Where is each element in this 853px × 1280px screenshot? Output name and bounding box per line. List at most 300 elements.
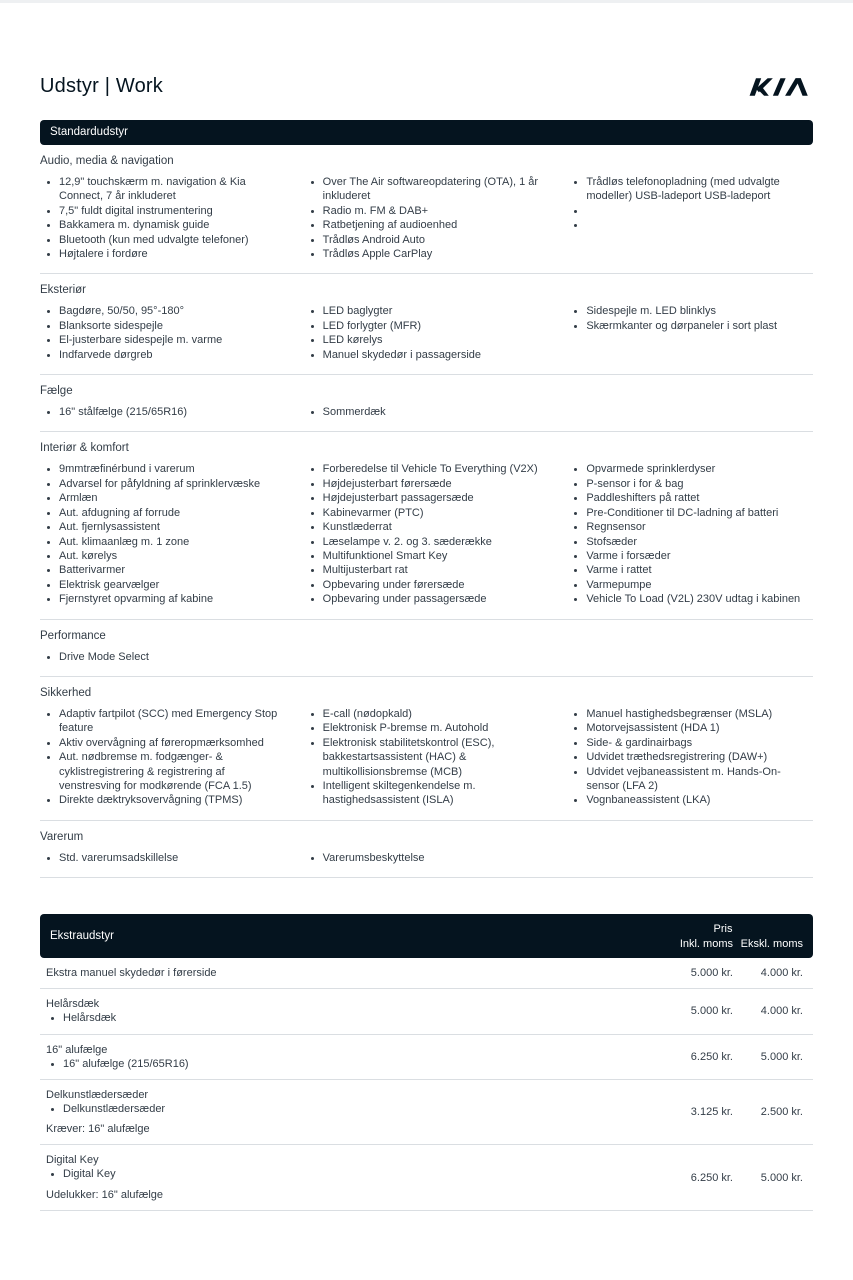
bullet-icon xyxy=(311,512,314,515)
feature-text: Direkte dæktryksovervågning (TPMS) xyxy=(59,794,243,807)
feature-item xyxy=(40,218,286,232)
feature-item xyxy=(567,750,813,764)
spec-section xyxy=(40,821,813,878)
feature-text: Paddleshifters på rattet xyxy=(586,492,700,505)
kia-logo-icon xyxy=(749,77,813,97)
feature-item xyxy=(40,535,286,549)
feature-list xyxy=(304,175,550,261)
bullet-icon xyxy=(574,512,577,515)
feature-item xyxy=(304,535,550,549)
feature-item xyxy=(567,477,813,491)
price-excl: 2.500 kr. xyxy=(760,1106,803,1119)
page-header xyxy=(40,3,813,98)
feature-item xyxy=(40,304,286,318)
feature-list xyxy=(304,462,550,606)
feature-item xyxy=(567,721,813,735)
feature-item xyxy=(46,1011,643,1025)
price-col-excl-label: Ekskl. moms xyxy=(740,937,803,950)
bullet-icon xyxy=(574,799,577,802)
spec-section xyxy=(40,677,813,821)
bullet-icon xyxy=(47,354,50,357)
section-columns xyxy=(40,851,813,865)
price-incl: 6.250 kr. xyxy=(690,1171,733,1184)
bullet-icon xyxy=(47,468,50,471)
feature-item xyxy=(304,204,550,218)
bullet-icon xyxy=(311,497,314,500)
section-columns xyxy=(40,304,813,362)
feature-item xyxy=(304,491,550,505)
bullet-icon xyxy=(311,339,314,342)
spec-section xyxy=(40,620,813,677)
bullet-icon xyxy=(47,181,50,184)
feature-item xyxy=(304,736,550,779)
feature-list xyxy=(567,304,813,362)
extras-header-bar xyxy=(40,914,813,958)
feature-item xyxy=(304,462,550,476)
feature-text: Elektronisk P-bremse m. Autohold xyxy=(322,722,489,735)
section-title: Performance xyxy=(40,629,106,642)
feature-item xyxy=(304,592,550,606)
feature-item xyxy=(40,549,286,563)
extras-header-label: Ekstraudstyr xyxy=(50,930,114,943)
extra-title: Delkunstlædersæder xyxy=(46,1089,149,1101)
feature-item xyxy=(567,793,813,807)
section-title: Interiør & komfort xyxy=(40,442,129,455)
feature-list xyxy=(304,650,550,664)
extra-title: Helårsdæk xyxy=(46,998,100,1011)
bullet-icon xyxy=(574,224,577,227)
bullet-icon xyxy=(311,526,314,529)
feature-item xyxy=(46,1057,643,1071)
bullet-icon xyxy=(574,325,577,328)
feature-list xyxy=(40,405,286,419)
feature-text: Intelligent skiltegenkendelse m. hastighedsassistent (ISLA) xyxy=(322,779,476,807)
feature-item xyxy=(304,333,550,347)
feature-text: Radio m. FM & DAB+ xyxy=(322,204,429,217)
extras-table xyxy=(40,914,813,1211)
bullet-icon xyxy=(47,656,50,659)
bullet-icon xyxy=(574,483,577,486)
feature-item xyxy=(46,1167,643,1181)
bullet-icon xyxy=(47,325,50,328)
feature-text: 9mmtræfinérbund i varerum xyxy=(59,463,195,476)
feature-item xyxy=(567,563,813,577)
feature-text: Multijusterbart rat xyxy=(322,564,408,577)
feature-text: Aut. klimaanlæg m. 1 zone xyxy=(59,535,190,548)
bullet-icon xyxy=(311,584,314,587)
bullet-icon xyxy=(311,310,314,313)
bullet-icon xyxy=(47,569,50,572)
feature-item xyxy=(40,520,286,534)
feature-text: Bluetooth (kun med udvalgte telefoner) xyxy=(59,233,249,246)
spec-section xyxy=(40,432,813,619)
bullet-icon xyxy=(47,742,50,745)
feature-item xyxy=(46,1102,643,1116)
feature-text: Elektronisk stabilitetskontrol (ESC), bakkestartsassistent (HAC) & multikollisionsbremse (MCB) xyxy=(322,736,495,778)
feature-item xyxy=(40,462,286,476)
feature-item xyxy=(40,491,286,505)
feature-text: Blanksorte sidespejle xyxy=(59,319,163,332)
extras-rows xyxy=(40,958,813,1211)
feature-list xyxy=(40,707,286,808)
section-title: Sikkerhed xyxy=(40,686,92,699)
price-incl: 3.125 kr. xyxy=(690,1106,733,1119)
standard-header-label: Standardudstyr xyxy=(50,126,128,138)
feature-list xyxy=(304,851,550,865)
feature-item xyxy=(304,707,550,721)
spec-section xyxy=(40,375,813,432)
bullet-icon xyxy=(47,555,50,558)
section-columns xyxy=(40,175,813,261)
bullet-icon xyxy=(311,181,314,184)
feature-item xyxy=(40,319,286,333)
bullet-icon xyxy=(47,310,50,313)
price-excl: 4.000 kr. xyxy=(760,967,803,980)
feature-text: Indfarvede dørgreb xyxy=(59,348,153,361)
bullet-icon xyxy=(51,1108,54,1111)
feature-list xyxy=(40,175,286,261)
extra-note: Udelukker: 16" alufælge xyxy=(46,1188,164,1201)
bullet-icon xyxy=(47,857,50,860)
bullet-icon xyxy=(311,598,314,601)
feature-text: LED forlygter (MFR) xyxy=(322,319,422,332)
feature-text: Advarsel for påfyldning af sprinklervæske xyxy=(59,477,261,490)
section-title: Audio, media & navigation xyxy=(40,155,174,167)
feature-text: Læselampe v. 2. og 3. sæderække xyxy=(322,535,492,548)
feature-item xyxy=(567,707,813,721)
feature-text: Kabinevarmer (PTC) xyxy=(322,506,424,519)
feature-item xyxy=(304,506,550,520)
feature-text: Sidespejle m. LED blinklys xyxy=(586,305,716,318)
feature-text: Std. varerumsadskillelse xyxy=(59,851,179,864)
feature-item xyxy=(567,491,813,505)
extra-row xyxy=(40,989,813,1034)
bullet-icon xyxy=(47,239,50,242)
feature-item xyxy=(304,233,550,247)
feature-item xyxy=(567,506,813,520)
extra-row xyxy=(40,1035,813,1080)
feature-item xyxy=(567,535,813,549)
feature-list xyxy=(40,650,286,664)
bullet-icon xyxy=(574,598,577,601)
section-columns xyxy=(40,405,813,419)
feature-item xyxy=(304,348,550,362)
feature-text: Regnsensor xyxy=(586,521,646,534)
feature-text: Varme i forsæder xyxy=(586,549,671,562)
feature-text: Batterivarmer xyxy=(59,564,126,577)
feature-item xyxy=(40,348,286,362)
feature-item xyxy=(304,549,550,563)
bullet-icon xyxy=(311,411,314,414)
bullet-icon xyxy=(574,526,577,529)
feature-text: Aut. nødbremse m. fodgænger- & cyklistregistrering & registrering af venstresving for modkørende (FCA 1.5) xyxy=(59,751,252,792)
feature-text: Aut. fjernlysassistent xyxy=(59,521,160,534)
bullet-icon xyxy=(47,483,50,486)
bullet-icon xyxy=(574,584,577,587)
feature-item xyxy=(40,477,286,491)
feature-item xyxy=(567,765,813,794)
feature-item xyxy=(567,204,813,218)
bullet-icon xyxy=(47,541,50,544)
feature-item xyxy=(40,736,286,750)
bullet-icon xyxy=(311,555,314,558)
feature-text: Opbevaring under førersæde xyxy=(322,578,465,591)
feature-item xyxy=(304,247,550,261)
bullet-icon xyxy=(311,742,314,745)
feature-item xyxy=(567,736,813,750)
price-header xyxy=(643,923,803,950)
standard-sections xyxy=(40,145,813,878)
section-columns xyxy=(40,462,813,606)
bullet-icon xyxy=(47,799,50,802)
feature-item xyxy=(40,750,286,793)
price-label: Pris xyxy=(713,922,733,935)
feature-item xyxy=(40,506,286,520)
feature-list xyxy=(40,851,286,865)
feature-text: Trådløs Android Auto xyxy=(322,233,425,246)
bullet-icon xyxy=(311,354,314,357)
bullet-icon xyxy=(47,210,50,213)
bullet-icon xyxy=(47,411,50,414)
feature-item xyxy=(567,319,813,333)
feature-item xyxy=(567,304,813,318)
bullet-icon xyxy=(311,713,314,716)
bullet-icon xyxy=(574,181,577,184)
price-incl: 5.000 kr. xyxy=(690,967,733,980)
feature-text: P-sensor i for & bag xyxy=(586,477,684,490)
extra-items xyxy=(46,1011,643,1025)
price-excl: 5.000 kr. xyxy=(760,1050,803,1063)
feature-item xyxy=(304,520,550,534)
feature-item xyxy=(304,304,550,318)
feature-item xyxy=(567,520,813,534)
bullet-icon xyxy=(47,224,50,227)
feature-item xyxy=(304,779,550,808)
bullet-icon xyxy=(311,253,314,256)
extra-items xyxy=(46,1057,643,1071)
feature-text: Aut. kørelys xyxy=(59,549,118,562)
price-incl: 5.000 kr. xyxy=(690,1005,733,1018)
bullet-icon xyxy=(47,253,50,256)
feature-list xyxy=(40,304,286,362)
price-col-incl-label: Inkl. moms xyxy=(679,937,733,950)
extra-main xyxy=(46,1153,643,1201)
feature-item xyxy=(567,175,813,204)
price-incl: 6.250 kr. xyxy=(690,1050,733,1063)
feature-item xyxy=(304,563,550,577)
bullet-icon xyxy=(574,771,577,774)
page xyxy=(0,3,853,1211)
feature-text: Vognbaneassistent (LKA) xyxy=(586,794,711,807)
bullet-icon xyxy=(47,497,50,500)
bullet-icon xyxy=(574,468,577,471)
feature-list xyxy=(567,175,813,261)
feature-item xyxy=(40,333,286,347)
spec-section xyxy=(40,145,813,274)
bullet-icon xyxy=(47,713,50,716)
section-columns xyxy=(40,650,813,664)
bullet-icon xyxy=(311,569,314,572)
bullet-icon xyxy=(574,713,577,716)
feature-item xyxy=(304,319,550,333)
extra-row xyxy=(40,1145,813,1210)
feature-text: Varme i rattet xyxy=(586,564,652,577)
spec-section xyxy=(40,274,813,375)
feature-item xyxy=(40,563,286,577)
feature-text xyxy=(586,218,813,232)
extra-items xyxy=(46,1167,643,1181)
feature-item xyxy=(567,578,813,592)
bullet-icon xyxy=(311,224,314,227)
bullet-icon xyxy=(574,742,577,745)
section-title: Eksteriør xyxy=(40,284,86,297)
feature-text: Udvidet træthedsregistrering (DAW+) xyxy=(586,751,768,764)
feature-list xyxy=(567,851,813,865)
extra-main xyxy=(46,997,643,1025)
section-columns xyxy=(40,707,813,808)
feature-text: Manuel skydedør i passagerside xyxy=(322,348,482,361)
feature-text: Højdejusterbart førersæde xyxy=(322,477,452,490)
extra-title: 16" alufælge xyxy=(46,1043,108,1056)
bullet-icon xyxy=(311,239,314,242)
feature-item xyxy=(40,233,286,247)
feature-item xyxy=(304,218,550,232)
bullet-icon xyxy=(574,310,577,313)
feature-item xyxy=(40,793,286,807)
standard-header-bar xyxy=(40,120,813,145)
feature-list xyxy=(40,462,286,606)
page-title: Udstyr | Work xyxy=(40,75,163,97)
bullet-icon xyxy=(574,210,577,213)
feature-text: Digital Key xyxy=(63,1168,116,1181)
feature-list xyxy=(304,707,550,808)
price-excl: 5.000 kr. xyxy=(760,1171,803,1184)
feature-text: Adaptiv fartpilot (SCC) med Emergency Stop feature xyxy=(59,707,278,735)
price-excl: 4.000 kr. xyxy=(760,1005,803,1018)
bullet-icon xyxy=(574,756,577,759)
bullet-icon xyxy=(311,541,314,544)
feature-item xyxy=(304,578,550,592)
feature-text: Skærmkanter og dørpaneler i sort plast xyxy=(586,319,778,332)
feature-text: Trådløs telefonopladning (med udvalgte modeller) USB-ladeport USB-ladeport xyxy=(586,176,780,203)
bullet-icon xyxy=(47,526,50,529)
feature-text: Ratbetjening af audioenhed xyxy=(322,219,458,232)
feature-text: Aktiv overvågning af føreropmærksomhed xyxy=(59,736,264,749)
feature-list xyxy=(567,405,813,419)
section-title: Varerum xyxy=(40,830,84,843)
feature-item xyxy=(304,405,550,419)
extra-row xyxy=(40,958,813,989)
feature-item xyxy=(40,851,286,865)
bullet-icon xyxy=(311,483,314,486)
bullet-icon xyxy=(47,598,50,601)
bullet-icon xyxy=(47,512,50,515)
feature-item xyxy=(304,175,550,204)
bullet-icon xyxy=(311,468,314,471)
bullet-icon xyxy=(574,541,577,544)
feature-item xyxy=(567,462,813,476)
feature-text: Sommerdæk xyxy=(322,406,386,419)
feature-text: Drive Mode Select xyxy=(59,650,149,663)
bullet-icon xyxy=(51,1063,54,1066)
feature-text: 16" alufælge (215/65R16) xyxy=(63,1057,189,1070)
feature-text: Aut. afdugning af forrude xyxy=(59,506,181,519)
feature-text: Manuel hastighedsbegrænser (MSLA) xyxy=(586,707,773,720)
feature-text: Multifunktionel Smart Key xyxy=(322,549,448,562)
bullet-icon xyxy=(311,210,314,213)
bullet-icon xyxy=(311,785,314,788)
feature-text: LED kørelys xyxy=(322,334,383,347)
extra-title: Ekstra manuel skydedør i førerside xyxy=(46,967,217,980)
feature-text: 7,5" fuldt digital instrumentering xyxy=(59,204,213,217)
feature-item xyxy=(40,592,286,606)
feature-text: Kunstlæderrat xyxy=(322,521,392,534)
feature-list xyxy=(304,304,550,362)
feature-text: Vehicle To Load (V2L) 230V udtag i kabinen xyxy=(586,593,801,606)
feature-text: El-justerbare sidespejle m. varme xyxy=(59,334,223,347)
feature-text: Fjernstyret opvarming af kabine xyxy=(59,593,214,606)
bullet-icon xyxy=(574,569,577,572)
extra-note: Kræver: 16" alufælge xyxy=(46,1123,150,1136)
extra-main xyxy=(46,1088,643,1136)
feature-item xyxy=(567,218,813,232)
feature-item xyxy=(40,707,286,736)
feature-text: 12,9" touchskærm m. navigation & Kia Connect, 7 år inkluderet xyxy=(59,176,246,203)
extra-main xyxy=(46,966,643,980)
feature-text: E-call (nødopkald) xyxy=(322,707,412,720)
feature-text: Varerumsbeskyttelse xyxy=(322,851,425,864)
feature-item xyxy=(304,477,550,491)
feature-text: Trådløs Apple CarPlay xyxy=(322,248,433,261)
feature-list xyxy=(304,405,550,419)
feature-item xyxy=(40,175,286,204)
bullet-icon xyxy=(47,339,50,342)
feature-text: Bakkamera m. dynamisk guide xyxy=(59,219,210,232)
feature-text: Armlæn xyxy=(59,492,98,505)
feature-text: Opvarmede sprinklerdyser xyxy=(586,463,716,476)
feature-item xyxy=(40,204,286,218)
bullet-icon xyxy=(311,857,314,860)
feature-text: Forberedelse til Vehicle To Everything (V2X) xyxy=(322,463,538,476)
feature-item xyxy=(40,405,286,419)
feature-list xyxy=(567,650,813,664)
feature-text: 16" stålfælge (215/65R16) xyxy=(59,406,188,419)
feature-text: Elektrisk gearvælger xyxy=(59,578,160,591)
bullet-icon xyxy=(51,1017,54,1020)
extra-row xyxy=(40,1080,813,1145)
feature-text: Helårsdæk xyxy=(63,1012,117,1025)
feature-text xyxy=(586,204,813,218)
feature-text: Højtalere i fordøre xyxy=(59,248,148,261)
feature-text: Delkunstlædersæder xyxy=(63,1103,166,1115)
bullet-icon xyxy=(574,727,577,730)
feature-item xyxy=(567,549,813,563)
feature-text: Pre-Conditioner til DC-ladning af batteri xyxy=(586,506,779,519)
feature-text: Over The Air softwareopdatering (OTA), 1 år inkluderet xyxy=(322,176,539,203)
feature-text: Side- & gardinairbags xyxy=(586,736,693,749)
feature-text: Bagdøre, 50/50, 95°-180° xyxy=(59,305,184,318)
bullet-icon xyxy=(311,727,314,730)
extra-title: Digital Key xyxy=(46,1154,99,1167)
feature-text: Opbevaring under passagersæde xyxy=(322,593,487,606)
feature-item xyxy=(567,592,813,606)
extra-main xyxy=(46,1043,643,1071)
feature-text: Højdejusterbart passagersæde xyxy=(322,492,474,505)
feature-item xyxy=(40,578,286,592)
bullet-icon xyxy=(47,756,50,759)
bullet-icon xyxy=(311,325,314,328)
extra-items xyxy=(46,1102,643,1116)
